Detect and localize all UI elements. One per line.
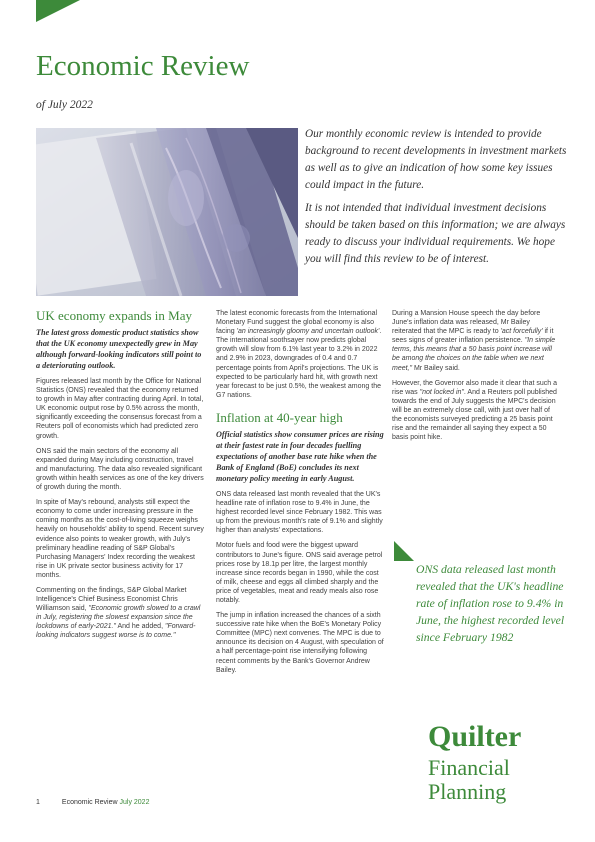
body-text: Mr Bailey said. bbox=[412, 364, 460, 372]
body-paragraph bbox=[392, 379, 560, 443]
issue-date: of July 2022 bbox=[36, 99, 93, 111]
quilter-logo bbox=[428, 722, 521, 803]
brand-line: Planning bbox=[428, 779, 507, 804]
body-text: And he added, bbox=[115, 623, 165, 631]
body-text: . The international soothsayer now predicts global growth will slow from 6.1% last year to 3.2% in 2022 and 2.9% in 2023, downgrades of 0.4 and 0.7 percentage points from April's projections. The UK is expected to be particularly hard hit, with growth next year forecast to be just 0.5%, the weakest among the G7 nations. bbox=[216, 328, 382, 399]
body-paragraph bbox=[36, 586, 204, 641]
column-1 bbox=[36, 308, 204, 647]
body-paragraph bbox=[392, 309, 560, 373]
body-paragraph: ONS data released last month revealed that the UK's headline rate of inflation rose to 9.4% in June, the highest recorded level since February 1982. This was up from the previous month's rate of 9.1% and slightly higher than analysts' expectations. bbox=[216, 490, 383, 535]
quote-text: 'an increasingly gloomy and uncertain outlook' bbox=[236, 328, 380, 336]
intro-paragraph: Our monthly economic review is intended to provide background to recent developments in investment markets as well as to give an indication of how some key issues could impact in the future. bbox=[305, 128, 567, 191]
body-paragraph: ONS said the main sectors of the economy all expanded during May including construction, travel and manufacturing. The data also revealed significant growth within health services as one of the key drivers of growth during the month. bbox=[36, 447, 204, 492]
body-text: . And a Reuters poll published towards the end of July suggests the MPC's decision will be an extremely close call, with just over half of the economists surveyed predicting a 25 basis point rise and the remainder all saying they expect a 50 basis point hike. bbox=[392, 388, 557, 442]
body-paragraph: Motor fuels and food were the biggest upward contributors to June's figure. ONS said average petrol prices rose by 18.1p per litre, the largest monthly increase since records began in 1990, while the cost of milk, cheese and eggs all climbed sharply and the price of vegetables, meat and ready meals also rose notably. bbox=[216, 542, 383, 604]
quote-text: "Forward-looking indicators suggest worse is to come." bbox=[36, 623, 196, 640]
body-text: if it sees signs of greater inflation persistence. bbox=[392, 328, 554, 345]
intro-paragraph: It is not intended that individual investment decisions should be taken based on this information; we are always ready to discuss your individual requirements. We hope you will find this review to be of interest. bbox=[305, 202, 566, 265]
body-paragraph: In spite of May's rebound, analysts still expect the economy to come under increasing pressure in the coming months as the cost-of-living squeeze weighs heavily on households' ability to spend. Recent survey evidence also points to weaker growth, with July's preliminary headline reading of S&P Global's Purchasing Managers' Index recording the weakest rise in UK private sector business activity for 17 months. bbox=[36, 499, 204, 579]
column-3 bbox=[392, 309, 560, 448]
section-heading: Inflation at 40-year high bbox=[216, 409, 343, 425]
body-text: During a Mansion House speech the day before June's inflation data was released, Mr Bailey reiterated that the MPC is ready to bbox=[392, 310, 541, 336]
banknotes-image bbox=[36, 128, 298, 296]
body-text: The latest economic forecasts from the International Monetary Fund suggest the global economy is also facing bbox=[216, 310, 378, 336]
section-lead: The latest gross domestic product statistics show that the UK economy unexpectedly grew in May although forward-looking indicators still point to a deteriorating outlook. bbox=[36, 328, 202, 370]
body-text: Commenting on the findings, S&P Global Market Intelligence's Chief Business Economist Chris Williamson said, bbox=[36, 586, 187, 613]
pull-quote: ONS data released last month revealed that the UK's headline rate of inflation rose to 9.4% in June, the highest recorded level since February 1982 bbox=[416, 563, 565, 644]
column-2 bbox=[216, 309, 384, 681]
footer-label: Economic Review bbox=[61, 799, 118, 806]
page-title: Economic Review bbox=[36, 50, 250, 82]
quote-corner-icon bbox=[394, 541, 414, 561]
body-paragraph bbox=[216, 309, 384, 400]
quote-text: "Economic growth slowed to a crawl in July, registering the slowest expansion since the lockdowns of early-2021." bbox=[36, 605, 201, 631]
section-lead: Official statistics show consumer prices are rising at their fastest rate in four decades fuelling expectations of another base rate hike when the Bank of England (BoE) concludes its next monetary policy meeting in early August. bbox=[216, 429, 384, 483]
quote-text: "not locked in" bbox=[419, 388, 464, 396]
quote-text: "In simple terms, this means that a 50 basis point increase will be among the choices on the table when we next meet," bbox=[392, 337, 556, 372]
brand-line: Financial bbox=[428, 755, 510, 780]
intro-text bbox=[305, 126, 573, 274]
quote-text: 'act forcefully' bbox=[500, 328, 543, 336]
brand-line: Quilter bbox=[428, 720, 522, 753]
page-number: 1 bbox=[36, 799, 40, 806]
page-footer bbox=[36, 799, 149, 806]
section-heading: UK economy expands in May bbox=[36, 308, 192, 323]
body-paragraph: The jump in inflation increased the chances of a sixth successive rate hike when the BoE's Monetary Policy Committee (MPC) next convenes. The MPC is due to announce its decision on 4 August, with speculation of a half percentage-point rise intensifying following recent comments by the Bank's Governor Andrew Bailey. bbox=[216, 612, 384, 674]
body-text: However, the Governor also made it clear that such a rise was bbox=[392, 379, 557, 396]
body-paragraph: Figures released last month by the Office for National Statistics (ONS) revealed that the economy returned to growth in May after contracting during April. In total, UK economic output rose by 0.5% across the month, significantly exceeding the consensus forecast from a Reuters poll of economists which had predicted zero growth. bbox=[36, 378, 204, 440]
footer-date: July 2022 bbox=[119, 799, 150, 806]
corner-logo-icon bbox=[36, 0, 80, 22]
